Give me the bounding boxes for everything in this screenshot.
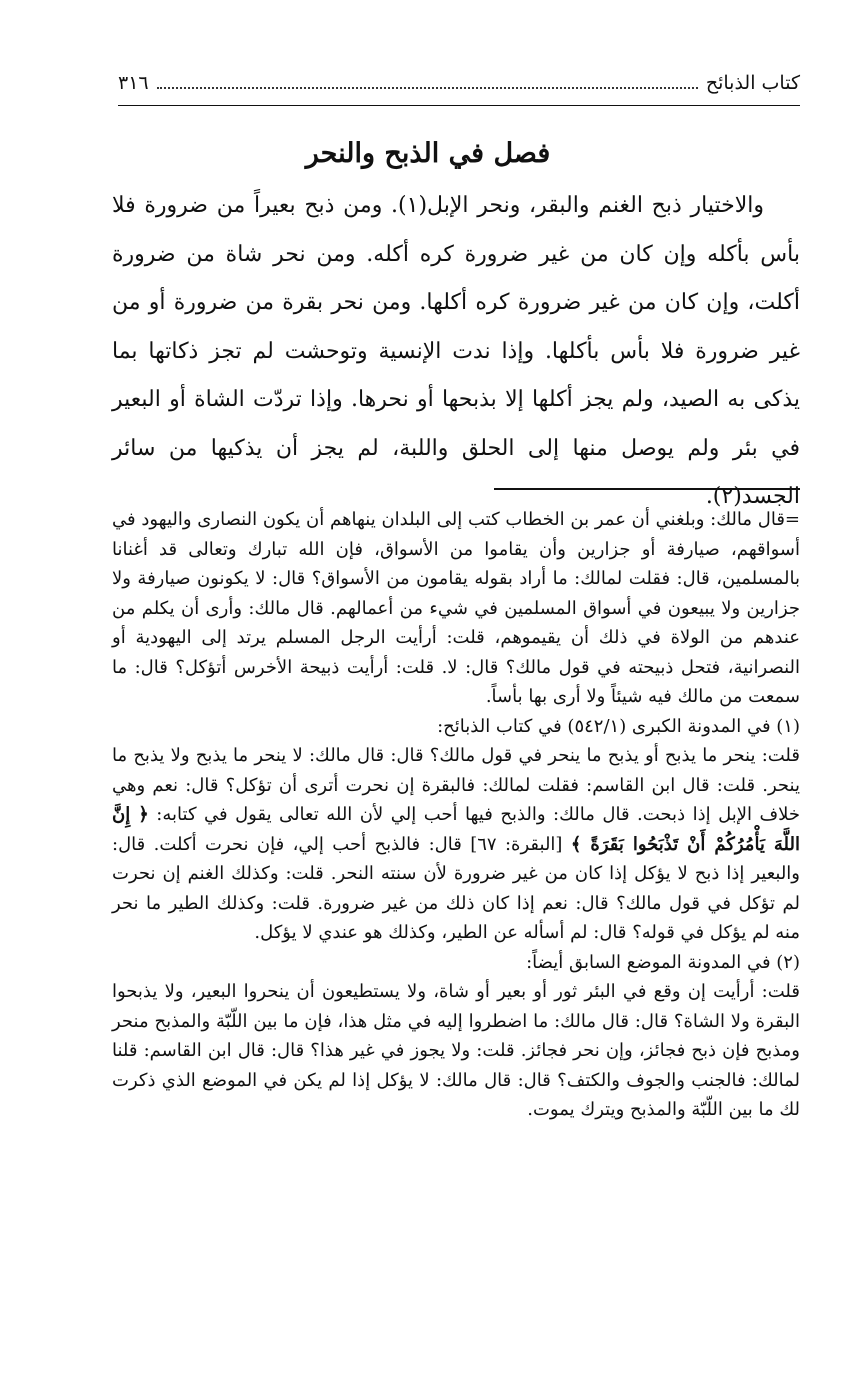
leader-dots [157, 87, 698, 89]
footnotes [112, 505, 800, 1125]
footnote-separator [494, 488, 800, 490]
page-number: ٣١٦ [118, 72, 149, 94]
quran-verse: ﴿ إِنَّ اللَّهَ يَأْمُرُكُمْ أَنْ تَذْبَحُوا بَقَرَةً ﴾ [112, 804, 800, 855]
main-paragraph: والاختيار ذبح الغنم والبقر، ونحر الإبل(١). ومن ذبح بعيراً من ضرورة فلا بأس بأكله وإن كان من غير ضرورة كره أكله. ومن نحر شاة من ضرورة أكلت، وإن كان من غير ضرورة كره أكلها. ومن نحر بقرة من ضرورة أو من غير ضرورة فلا بأس بأكلها. وإذا ندت الإنسية وتوحشت لم تجز ذكاتها بما يذكى به الصيد، ولم يجز أكلها إلا بذبحها أو نحرها. وإذا تردّت الشاة أو البعير في بئر ولم يوصل منها إلى الحلق واللبة، لم يجز أن يذكيها من سائر الجسد(٢). [112, 193, 800, 509]
book-title: كتاب الذبائح [705, 72, 800, 94]
footnote-1-body [112, 741, 800, 948]
footnote-2-body: قلت: أرأيت إن وقع في البئر ثور أو بعير أو شاة، ولا يستطيعون أن ينحروا البعير، ولا يذبحوا البقرة ولا الشاة؟ قال: قال مالك: ما اضطروا إليه في مثل هذا، فإن ما بين اللّبّة والمذبح منحر ومذبح فإن ذبح فجائز، وإن نحر فجائز. قلت: ولا يجوز في غير هذا؟ قال: قال ابن القاسم: قلنا لمالك: فالجنب والجوف والكتف؟ قال: قال مالك: لا يؤكل إذا لم يكن في الموضع الذي ذكرت لك ما بين اللّبّة والمذبح ويترك يموت. [112, 981, 800, 1120]
footnote-1-text-a: قلت: ينحر ما يذبح أو يذبح ما ينحر في قول مالك؟ قال: قال مالك: لا ينحر ما يذبح ولا يذبح ما ينحر. قلت: قال ابن القاسم: فقلت لمالك: فالبقرة إن نحرت أترى أن تؤكل؟ قال: نعم وهي خلاف الإبل إذا ذبحت. قال مالك: والذبح فيها أحب إلي لأن الله تعالى يقول في كتابه: [112, 745, 800, 825]
footnote-1-text-b: [البقرة: ٦٧] قال: فالذبح أحب إلي، فإن نحرت أكلت. قال: والبعير إذا ذبح لا يؤكل إذا كان من غير ضرورة لأن سنته النحر. قلت: وكذلك الغنم إن نحرت لم تؤكل في قول مالك؟ قال: نعم إذا كان ذلك من غير ضرورة. قلت: وكذلك الطير ما نحر منه لم يؤكل في قوله؟ قال: لم أسأله عن الطير، وكذلك هو عندي لا يؤكل. [112, 833, 800, 943]
section-title: فصل في الذبح والنحر [305, 138, 551, 169]
running-header [118, 72, 800, 106]
footnote-continuation: =قال مالك: وبلغني أن عمر بن الخطاب كتب إلى البلدان ينهاهم أن يكون النصارى واليهود في أسواقهم، صيارفة أو جزارين وأن يقاموا من الأسواق، فإن الله تبارك وتعالى قد أغنانا بالمسلمين، قال: فقلت لمالك: ما أراد بقوله يقامون من الأسواق؟ قال: لا يكونون صيارفة ولا جزارين ولا يبيعون في أسواق المسلمين في شيء من أعمالهم. قال مالك: وأرى أن يكلم من عندهم من الولاة في ذلك أن يقيموهم، قلت: أرأيت الرجل المسلم يرتد إلى اليهودية أو النصرانية، فتحل ذبيحته في قول مالك؟ قال: لا. قلت: أرأيت ذبيحة الأخرس أتؤكل؟ قال: ما سمعت من مالك فيه شيئاً ولا أرى بها بأساً. [112, 509, 800, 707]
footnote-1-heading: (١) في المدونة الكبرى (٥٤٢/١) في كتاب الذبائح: [437, 715, 800, 737]
main-text [112, 182, 800, 522]
footnote-2-heading: (٢) في المدونة الموضع السابق أيضاً: [526, 951, 800, 973]
